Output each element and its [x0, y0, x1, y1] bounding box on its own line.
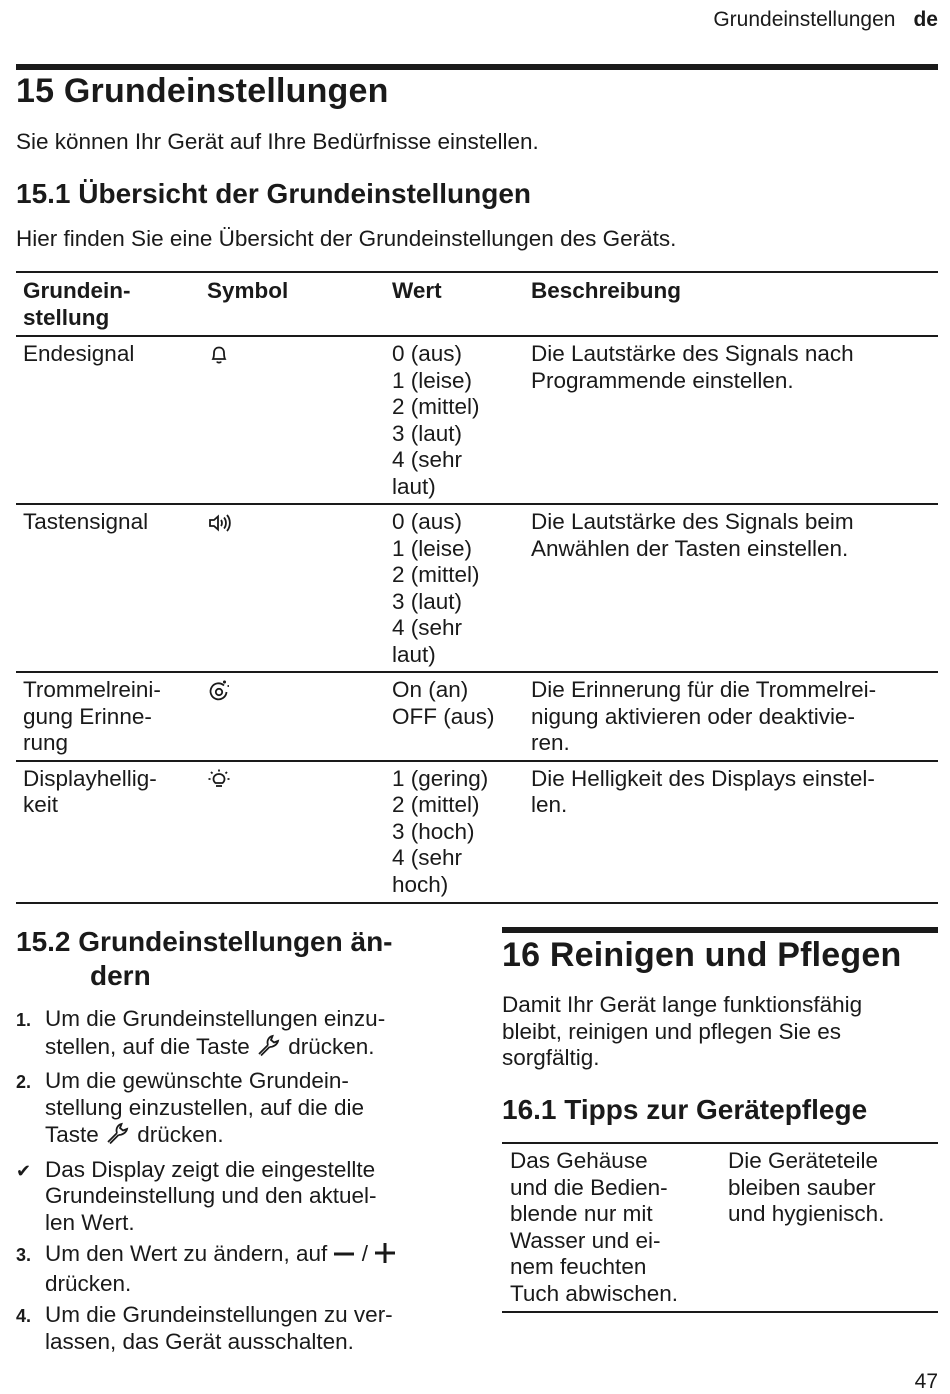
setting-name: Displayhellig- keit — [16, 761, 200, 903]
drum-clean-icon — [207, 679, 233, 703]
value-line: 1 (gering) — [392, 765, 489, 791]
chapter-rule — [16, 64, 938, 70]
step-marker: 1. — [16, 1010, 32, 1030]
step-text: Um den Wert zu ändern, auf — [45, 1241, 334, 1266]
section-16-1-title: 16.1 Tipps zur Gerätepflege — [502, 1094, 868, 1125]
chapter-15-title: 15 Grundeinstellungen — [16, 72, 389, 110]
section-15-2-title-line1: 15.2 Grundeinstellungen än- — [16, 926, 393, 957]
value-line: laut) — [392, 641, 436, 667]
settings-table-header-row — [16, 272, 938, 336]
care-tips-table — [502, 1142, 938, 1313]
step-marker: 3. — [16, 1245, 32, 1265]
chapter-15-intro: Sie können Ihr Gerät auf Ihre Bedürfnisse einstellen. — [16, 129, 539, 154]
settings-table — [16, 271, 938, 904]
step-text: Das Display zeigt die eingestellte Grundeinstellung und den aktuel- len Wert. — [45, 1156, 377, 1235]
header-setting: Grundein- stellung — [16, 272, 200, 336]
bell-icon — [207, 343, 233, 367]
table-row — [502, 1143, 938, 1312]
value-line: 0 (aus) — [392, 509, 463, 534]
tip-result: Die Geräteteile bleiben sauber und hygienisch. — [720, 1143, 938, 1312]
step-text-after: drücken. — [131, 1122, 224, 1147]
step-text-after: drücken. — [281, 1033, 375, 1059]
value-line: 4 (sehr — [392, 845, 463, 870]
setting-description: Die Helligkeit des Displays einstel- len. — [524, 761, 938, 903]
section-15-1-intro: Hier finden Sie eine Übersicht der Grundeinstellungen des Geräts. — [16, 226, 677, 251]
running-header-lang: de — [913, 8, 938, 31]
chapter-16-rule — [502, 927, 938, 933]
step-text-after: drücken. — [45, 1270, 132, 1296]
value-line: 3 (laut) — [392, 588, 463, 614]
slash-text: / — [361, 1241, 369, 1266]
step-text: Um die Grundeinstellungen zu ver- lassen, das Gerät ausschalten. — [45, 1302, 393, 1354]
value-line: laut) — [392, 473, 436, 499]
value-line: 4 (sehr — [392, 447, 463, 472]
chapter-16-title: 16 Reinigen und Pflegen — [502, 936, 902, 974]
value-line: 1 (leise) — [392, 367, 473, 393]
setting-name: Tastensignal — [16, 504, 200, 672]
value-line: 2 (mittel) — [392, 394, 480, 419]
header-symbol: Symbol — [200, 272, 385, 336]
step-marker: 2. — [16, 1072, 32, 1092]
header-value: Wert — [385, 272, 524, 336]
step-result — [16, 1157, 456, 1237]
value-line: On (an) — [392, 677, 469, 702]
value-line: 3 (laut) — [392, 420, 463, 446]
check-icon: ✔ — [16, 1160, 32, 1181]
page-number: 47 — [914, 1370, 938, 1393]
setting-values — [385, 504, 524, 672]
running-header — [713, 8, 938, 32]
step-2 — [16, 1068, 456, 1152]
setting-description: Die Lautstärke des Signals nach Programmende einstellen. — [524, 336, 938, 504]
wrench-icon — [256, 1033, 282, 1064]
brightness-icon — [207, 768, 233, 792]
table-row — [16, 336, 938, 504]
running-header-section: Grundeinstellungen — [713, 8, 896, 31]
setting-description: Die Erinnerung für die Trommelrei- nigung aktivieren oder deaktivie- ren. — [524, 672, 938, 761]
setting-values — [385, 336, 524, 504]
section-15-2-title — [16, 925, 393, 993]
chapter-16-intro: Damit Ihr Gerät lange funktionsfähig bleibt, reinigen und pflegen Sie es sorgfältig. — [502, 992, 863, 1070]
step-text: Um die gewünschte Grundein- stellung einzustellen, auf die die Taste — [45, 1068, 364, 1147]
step-1 — [16, 1006, 456, 1063]
plus-icon — [374, 1242, 396, 1271]
section-15-1-title: 15.1 Übersicht der Grundeinstellungen — [16, 178, 532, 209]
value-line: 0 (aus) — [392, 341, 463, 366]
setting-values — [385, 672, 524, 761]
value-line: 3 (hoch) — [392, 818, 475, 844]
minus-icon — [333, 1244, 355, 1271]
setting-name: Trommelreini- gung Erinne- rung — [16, 672, 200, 761]
instruction-steps — [16, 1006, 456, 1358]
value-line: 2 (mittel) — [392, 562, 480, 587]
value-line: 2 (mittel) — [392, 792, 480, 817]
step-text: Um die Grundeinstellungen einzu- stellen, auf die Taste — [45, 1006, 386, 1059]
value-line: 1 (leise) — [392, 535, 473, 561]
tip-action: Das Gehäuse und die Bedien- blende nur mit Wasser und ei- nem feuchten Tuch abwischen. — [502, 1143, 720, 1312]
table-row — [16, 672, 938, 761]
setting-description: Die Lautstärke des Signals beim Anwählen der Tasten einstellen. — [524, 504, 938, 672]
setting-values — [385, 761, 524, 903]
table-row — [16, 504, 938, 672]
step-marker: 4. — [16, 1306, 32, 1326]
wrench-icon — [105, 1121, 131, 1152]
value-line: hoch) — [392, 871, 449, 897]
section-15-2-title-line2: dern — [90, 960, 151, 991]
step-3 — [16, 1241, 456, 1297]
value-line: OFF (aus) — [392, 703, 495, 729]
setting-name: Endesignal — [16, 336, 200, 504]
speaker-icon — [207, 511, 233, 535]
table-row — [16, 761, 938, 903]
value-line: 4 (sehr — [392, 615, 463, 640]
header-description: Beschreibung — [524, 272, 938, 336]
step-4 — [16, 1302, 456, 1355]
